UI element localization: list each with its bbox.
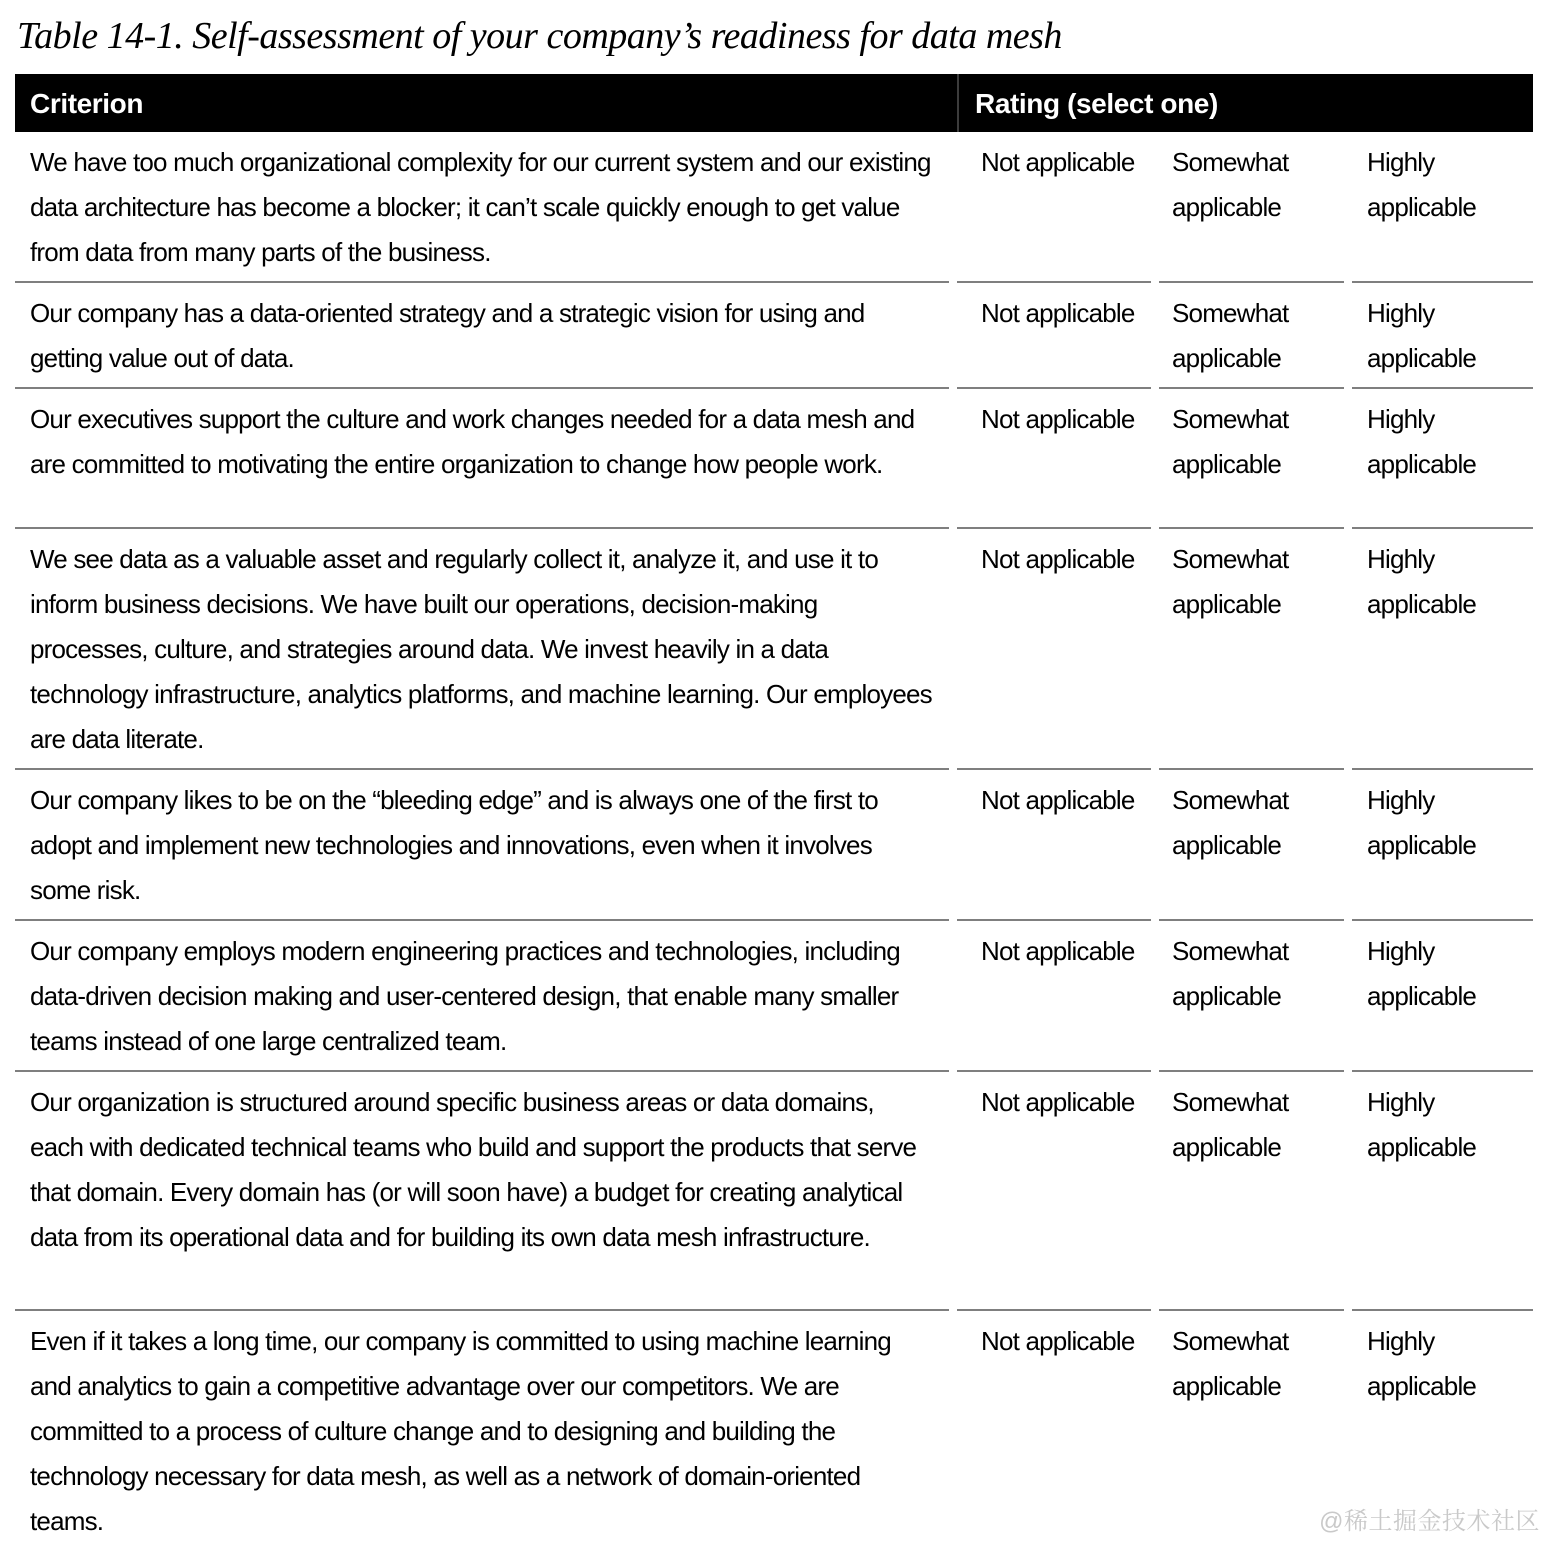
criterion-cell: We have too much organizational complexity for our current system and our existing data architecture has become a blocker; it can’t scale quickly enough to get value from data from many parts of the business. xyxy=(15,132,949,283)
criterion-cell: Our company likes to be on the “bleeding edge” and is always one of the first to adopt and implement new technologies and innovations, even when it involves some risk. xyxy=(15,770,949,921)
rating-option-somewhat-applicable[interactable]: Somewhat applicable xyxy=(1159,283,1344,389)
rating-option-not-applicable[interactable]: Not applicable xyxy=(957,1072,1151,1311)
rating-option-somewhat-applicable[interactable]: Somewhat applicable xyxy=(1159,389,1344,529)
rating-option-not-applicable[interactable]: Not applicable xyxy=(957,921,1151,1072)
table-row xyxy=(15,1072,1533,1311)
rating-option-somewhat-applicable[interactable]: Somewhat applicable xyxy=(1159,529,1344,770)
rating-option-highly-applicable[interactable]: Highly applicable xyxy=(1352,529,1533,770)
criterion-cell: We see data as a valuable asset and regularly collect it, analyze it, and use it to inform business decisions. We have built our operations, decision-making processes, culture, and strategies around data. We invest heavily in a data technology infrastructure, analytics platforms, and machine learning. Our employees are data literate. xyxy=(15,529,949,770)
rating-option-somewhat-applicable[interactable]: Somewhat applicable xyxy=(1159,1072,1344,1311)
rating-option-highly-applicable[interactable]: Highly applicable xyxy=(1352,1311,1533,1542)
rating-option-highly-applicable[interactable]: Highly applicable xyxy=(1352,389,1533,529)
rating-option-not-applicable[interactable]: Not applicable xyxy=(957,1311,1151,1542)
rating-option-somewhat-applicable[interactable]: Somewhat applicable xyxy=(1159,770,1344,921)
rating-column-header: Rating (select one) xyxy=(957,74,1533,132)
table-row xyxy=(15,529,1533,770)
criterion-cell: Our company has a data-oriented strategy and a strategic vision for using and getting value out of data. xyxy=(15,283,949,389)
table-row xyxy=(15,770,1533,921)
rating-option-highly-applicable[interactable]: Highly applicable xyxy=(1352,1072,1533,1311)
rating-option-not-applicable[interactable]: Not applicable xyxy=(957,283,1151,389)
rating-option-not-applicable[interactable]: Not applicable xyxy=(957,770,1151,921)
rating-option-highly-applicable[interactable]: Highly applicable xyxy=(1352,770,1533,921)
criterion-cell: Our company employs modern engineering practices and technologies, including data-driven decision making and user-centered design, that enable many smaller teams instead of one large centralized team. xyxy=(15,921,949,1072)
table-row xyxy=(15,132,1533,283)
rating-option-not-applicable[interactable]: Not applicable xyxy=(957,132,1151,283)
table-row xyxy=(15,389,1533,529)
criterion-cell: Our organization is structured around specific business areas or data domains, each with dedicated technical teams who build and support the products that serve that domain. Every domain has (or will soon have) a budget for creating analytical data from its operational data and for building its own data mesh infrastructure. xyxy=(15,1072,949,1311)
table-row xyxy=(15,921,1533,1072)
rating-option-somewhat-applicable[interactable]: Somewhat applicable xyxy=(1159,921,1344,1072)
rating-option-somewhat-applicable[interactable]: Somewhat applicable xyxy=(1159,132,1344,283)
rating-option-not-applicable[interactable]: Not applicable xyxy=(957,389,1151,529)
rating-option-highly-applicable[interactable]: Highly applicable xyxy=(1352,921,1533,1072)
criterion-column-header: Criterion xyxy=(30,88,144,119)
criterion-cell: Our executives support the culture and work changes needed for a data mesh and are committed to motivating the entire organization to change how people work. xyxy=(15,389,949,529)
rating-option-highly-applicable[interactable]: Highly applicable xyxy=(1352,132,1533,283)
rating-option-not-applicable[interactable]: Not applicable xyxy=(957,529,1151,770)
rating-option-somewhat-applicable[interactable]: Somewhat applicable xyxy=(1159,1311,1344,1542)
watermark: @稀土掘金技术社区 xyxy=(1319,1508,1540,1535)
table-row xyxy=(15,1311,1533,1542)
rating-option-highly-applicable[interactable]: Highly applicable xyxy=(1352,283,1533,389)
criterion-cell: Even if it takes a long time, our company is committed to using machine learning and analytics to gain a competitive advantage over our competitors. We are committed to a process of culture change and to designing and building the technology necessary for data mesh, as well as a network of domain-oriented teams. xyxy=(15,1311,949,1542)
table-row xyxy=(15,283,1533,389)
table-caption: Table 14-1. Self-assessment of your company’s readiness for data mesh xyxy=(17,15,1062,57)
table-header-row xyxy=(15,74,1533,132)
